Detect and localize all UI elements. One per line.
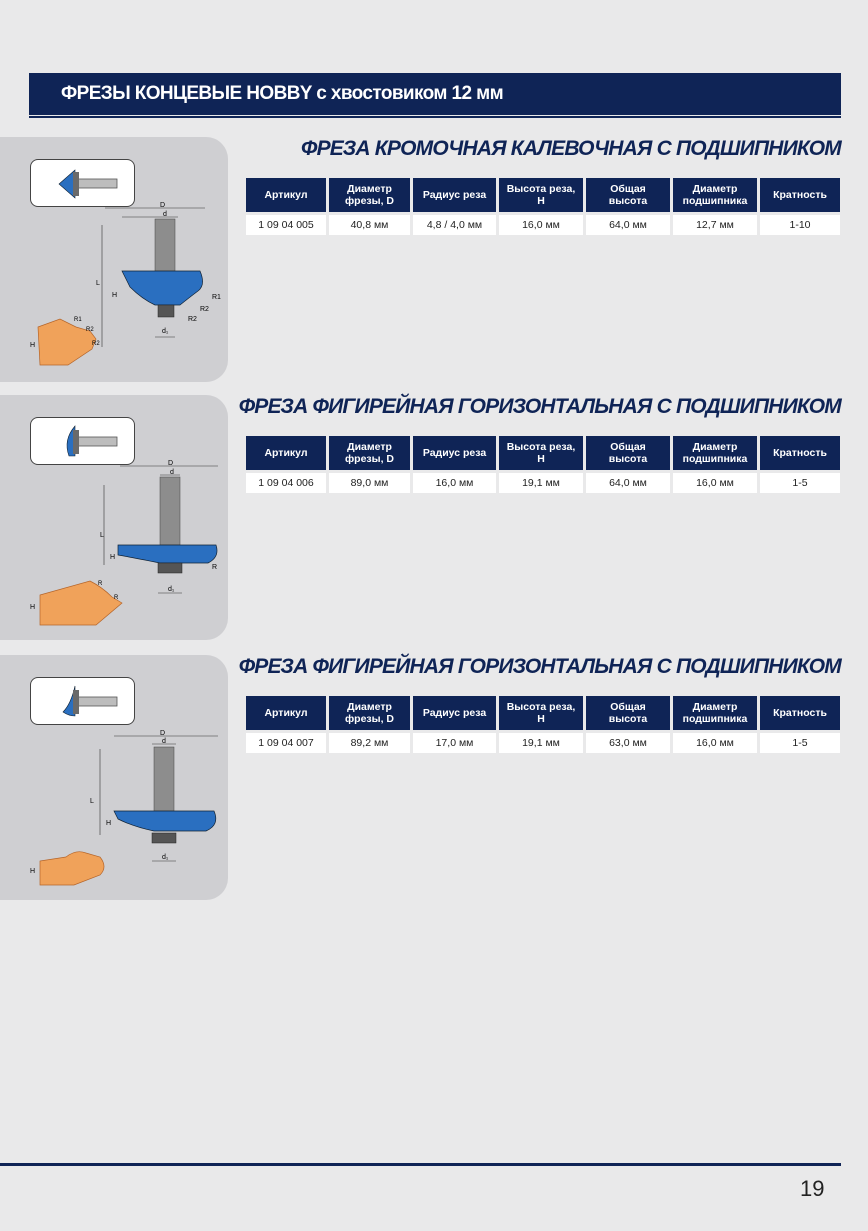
col-header-article: Артикул [246, 178, 326, 212]
col-header-height: Высота реза, H [499, 696, 583, 730]
cell-height: 19,1 мм [499, 730, 583, 753]
svg-text:R2: R2 [200, 306, 209, 313]
svg-text:R2: R2 [188, 316, 197, 323]
col-header-bearing: Диаметр подшипника [673, 178, 757, 212]
cell-total-height: 64,0 мм [586, 212, 670, 235]
spec-table [243, 696, 843, 753]
cutter-drawing [30, 460, 225, 635]
svg-text:R2: R2 [86, 327, 94, 333]
svg-text:R: R [98, 581, 103, 587]
col-header-radius: Радиус реза [413, 178, 496, 212]
cell-multiplicity: 1-5 [760, 730, 840, 753]
svg-text:H: H [112, 292, 118, 299]
col-header-radius: Радиус реза [413, 696, 496, 730]
col-header-article: Артикул [246, 436, 326, 470]
product-image-panel [0, 655, 228, 900]
cell-radius: 4,8 / 4,0 мм [413, 212, 496, 235]
col-header-multiplicity: Кратность [760, 696, 840, 730]
table-row [246, 212, 840, 235]
col-header-diameter: Диаметр фрезы, D [329, 178, 410, 212]
cell-bearing: 12,7 мм [673, 212, 757, 235]
col-header-article: Артикул [246, 696, 326, 730]
cell-article: 1 09 04 007 [246, 730, 326, 753]
col-header-radius: Радиус реза [413, 436, 496, 470]
svg-text:R: R [114, 595, 119, 601]
svg-text:L: L [90, 798, 94, 805]
cell-total-height: 64,0 мм [586, 470, 670, 493]
cutter-drawing [30, 725, 225, 895]
col-header-total-height: Общая высота [586, 178, 670, 212]
svg-text:d₁: d₁ [162, 854, 169, 861]
section-title: ФРЕЗА КРОМОЧНАЯ КАЛЕВОЧНАЯ С ПОДШИПНИКОМ [300, 137, 841, 160]
col-header-multiplicity: Кратность [760, 436, 840, 470]
section-title: ФРЕЗА ФИГИРЕЙНАЯ ГОРИЗОНТАЛЬНАЯ С ПОДШИПНИКОМ [238, 395, 841, 418]
svg-text:d₁: d₁ [162, 328, 169, 335]
svg-text:D: D [160, 730, 166, 737]
svg-text:D: D [168, 460, 174, 467]
svg-text:d: d [163, 211, 167, 218]
cell-height: 19,1 мм [499, 470, 583, 493]
col-header-total-height: Общая высота [586, 436, 670, 470]
page-number: 19 [800, 1176, 825, 1201]
cell-height: 16,0 мм [499, 212, 583, 235]
banner-underline [29, 116, 841, 118]
svg-text:d: d [162, 738, 166, 745]
cell-bearing: 16,0 мм [673, 470, 757, 493]
cell-radius: 16,0 мм [413, 470, 496, 493]
col-header-diameter: Диаметр фрезы, D [329, 436, 410, 470]
table-row [246, 470, 840, 493]
cutter-thumbnail-icon [30, 159, 135, 207]
svg-text:d: d [170, 469, 174, 476]
cell-bearing: 16,0 мм [673, 730, 757, 753]
cell-radius: 17,0 мм [413, 730, 496, 753]
product-image-panel [0, 395, 228, 640]
product-section-3 [0, 655, 868, 900]
table-row [246, 730, 840, 753]
cell-total-height: 63,0 мм [586, 730, 670, 753]
svg-text:H: H [30, 868, 36, 875]
col-header-diameter: Диаметр фрезы, D [329, 696, 410, 730]
spec-table [243, 436, 843, 493]
page-banner [29, 73, 841, 115]
col-header-total-height: Общая высота [586, 696, 670, 730]
col-header-height: Высота реза, H [499, 178, 583, 212]
section-title: ФРЕЗА ФИГИРЕЙНАЯ ГОРИЗОНТАЛЬНАЯ С ПОДШИПНИКОМ [238, 655, 841, 678]
svg-text:L: L [100, 532, 104, 539]
svg-text:d₁: d₁ [168, 586, 175, 593]
cutter-drawing [30, 202, 225, 377]
cell-diameter: 89,2 мм [329, 730, 410, 753]
banner-title: ФРЕЗЫ КОНЦЕВЫЕ HOBBY с хвостовиком 12 мм [61, 83, 504, 104]
svg-text:R2: R2 [92, 341, 100, 347]
cell-diameter: 89,0 мм [329, 470, 410, 493]
spec-table [243, 178, 843, 235]
product-image-panel [0, 137, 228, 382]
svg-text:R1: R1 [212, 294, 221, 301]
svg-text:H: H [110, 554, 116, 561]
cell-multiplicity: 1-5 [760, 470, 840, 493]
cell-article: 1 09 04 005 [246, 212, 326, 235]
cell-multiplicity: 1-10 [760, 212, 840, 235]
svg-text:D: D [160, 202, 166, 209]
product-section-1 [0, 137, 868, 382]
svg-text:R: R [212, 564, 218, 571]
product-section-2 [0, 395, 868, 640]
svg-text:H: H [106, 820, 112, 827]
col-header-bearing: Диаметр подшипника [673, 696, 757, 730]
footer-divider [0, 1163, 841, 1166]
cell-diameter: 40,8 мм [329, 212, 410, 235]
cutter-thumbnail-icon [30, 417, 135, 465]
svg-text:R1: R1 [74, 317, 82, 323]
cutter-thumbnail-icon [30, 677, 135, 725]
svg-text:H: H [30, 604, 36, 611]
col-header-bearing: Диаметр подшипника [673, 436, 757, 470]
svg-text:L: L [96, 280, 100, 287]
cell-article: 1 09 04 006 [246, 470, 326, 493]
col-header-height: Высота реза, H [499, 436, 583, 470]
col-header-multiplicity: Кратность [760, 178, 840, 212]
svg-text:H: H [30, 342, 36, 349]
